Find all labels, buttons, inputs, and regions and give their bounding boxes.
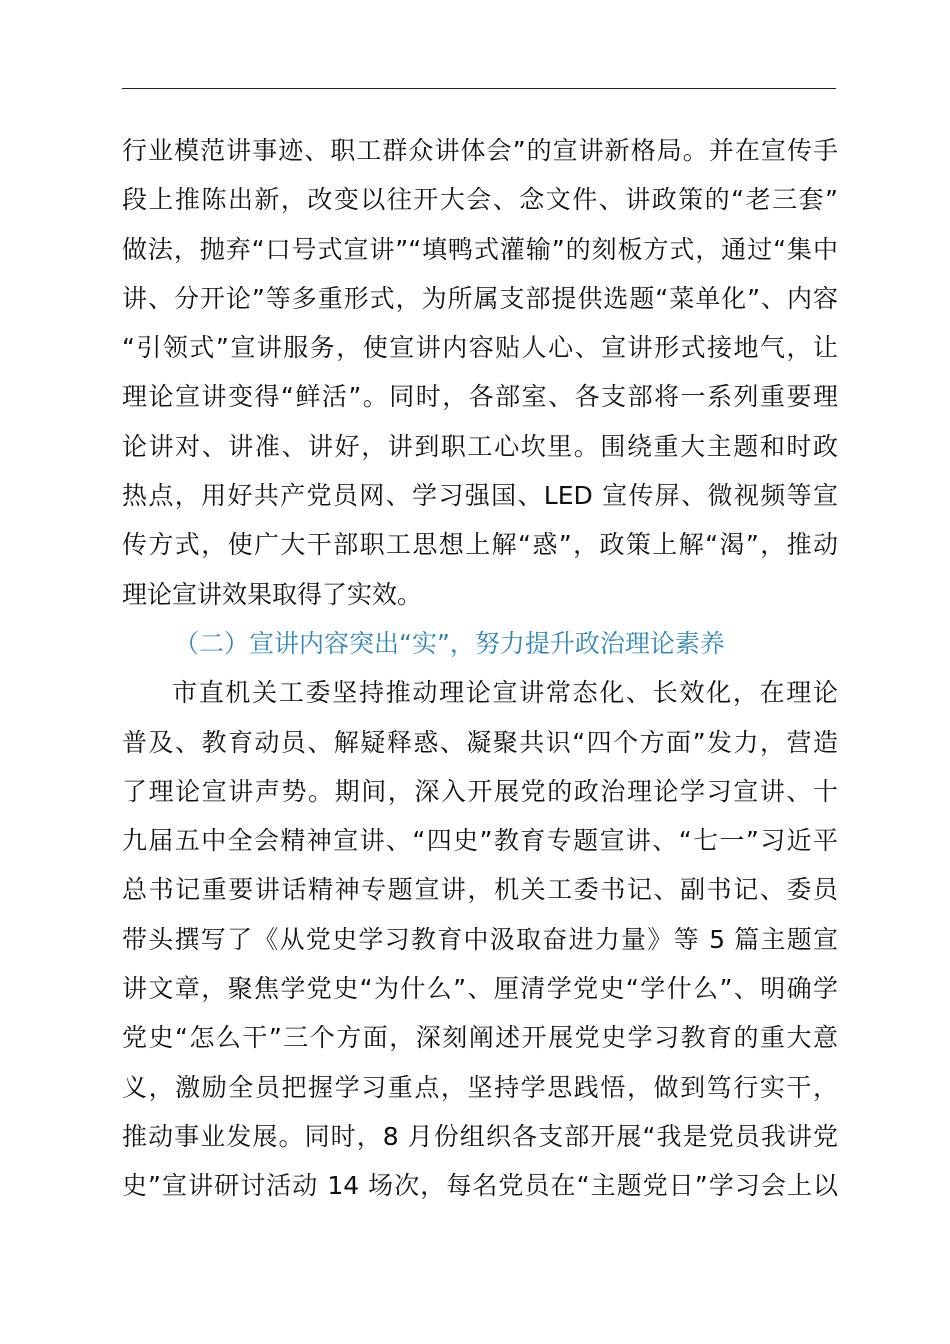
text-line: 推动事业发展。同时，8 月份组织各支部开展“我是党员我讲党 [122,1121,838,1151]
text-line: 讲、分开论”等多重形式，为所属支部提供选题“菜单化”、内容 [122,283,838,313]
text-line: 了理论宣讲声势。期间，深入开展党的政治理论学习宣讲、十 [122,776,838,806]
text-line: 理论宣讲变得“鲜活”。同时，各部室、各支部将一系列重要理 [122,382,838,412]
text-line: 党史“怎么干”三个方面，深刻阐述开展党史学习教育的重大意 [122,1023,838,1053]
section-heading: （二）宣讲内容突出“实”，努力提升政治理论素养 [174,628,725,658]
header-rule [122,88,836,89]
text-line: 理论宣讲效果取得了实效。 [122,579,423,609]
text-line: 普及、教育动员、解疑释惑、凝聚共识“四个方面”发力，营造 [122,727,838,757]
text-line: “引领式”宣讲服务，使宣讲内容贴人心、宣讲形式接地气，让 [122,333,838,363]
text-line: 段上推陈出新，改变以往开大会、念文件、讲政策的“老三套” [122,185,838,215]
text-line: 传方式，使广大干部职工思想上解“惑”，政策上解“渴”，推动 [122,530,838,560]
text-line: 带头撰写了《从党史学习教育中汲取奋进力量》等 5 篇主题宣 [122,924,838,954]
text-line: 行业模范讲事迹、职工群众讲体会”的宣讲新格局。并在宣传手 [122,136,838,165]
text-line: 热点，用好共产党员网、学习强国、LED 宣传屏、微视频等宣 [122,481,838,511]
text-line: 史”宣讲研讨活动 14 场次，每名党员在“主题党日”学习会上以 [122,1171,838,1201]
text-line: 讲文章，聚焦学党史“为什么”、厘清学党史“学什么”、明确学 [122,974,838,1004]
text-line: 义，激励全员把握学习重点，坚持学思践悟，做到笃行实干， [122,1072,838,1102]
text-line: 九届五中全会精神宣讲、“四史”教育专题宣讲、“七一”习近平 [122,826,838,856]
paragraph-first-line: 市直机关工委坚持推动理论宣讲常态化、长效化，在理论 [172,678,838,708]
text-line: 总书记重要讲话精神专题宣讲，机关工委书记、副书记、委员 [122,875,838,905]
body-text [122,126,838,1211]
text-line: 论讲对、讲准、讲好，讲到职工心坎里。围绕重大主题和时政 [122,431,838,461]
text-line: 做法，抛弃“口号式宣讲”“填鸭式灌输”的刻板方式，通过“集中 [122,234,838,264]
